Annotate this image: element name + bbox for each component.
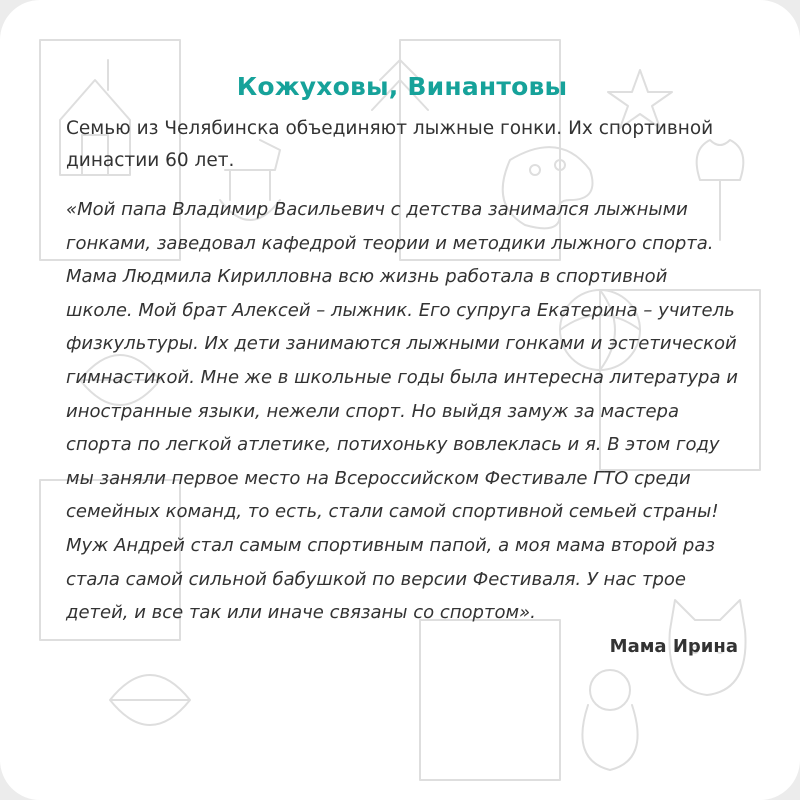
content <box>66 66 738 657</box>
signature: Мама Ирина <box>609 635 738 657</box>
intro-text: Семью из Челябинска объединяют лыжные гонки. Их спортивной династии 60 лет. <box>66 118 714 171</box>
quote-text: «Мой папа Владимир Васильевич с детства занимался лыжными гонками, заведовал кафедрой теории и методики лыжного спорта. Мама Людмила Кирилловна всю жизнь работала в спортивной школе. Мой брат Алексей – лыжник. Его супруга Екатерина – учитель физкультуры. Их дети занимаются лыжными гонками и эстетической гимнастикой. Мне же в школьные годы была интересна литература и иностранные языки, нежели спорт. Но выйдя замуж за мастера спорта по легкой атлетике, потихоньку вовлеклась и я. В этом году мы заняли первое место на Всероссийском Фестивале ГТО среди семейных команд, то есть, стали самой спортивной семьей страны! Муж Андрей стал самым спортивным папой, а моя мама второй раз стала самой сильной бабушкой по версии Фестиваля. У нас трое детей, и все так или иначе связаны со спортом». <box>66 199 738 624</box>
matryoshka-icon <box>582 670 637 770</box>
page-title: Кожуховы, Винантовы <box>236 72 568 101</box>
leaf-icon <box>110 675 190 725</box>
